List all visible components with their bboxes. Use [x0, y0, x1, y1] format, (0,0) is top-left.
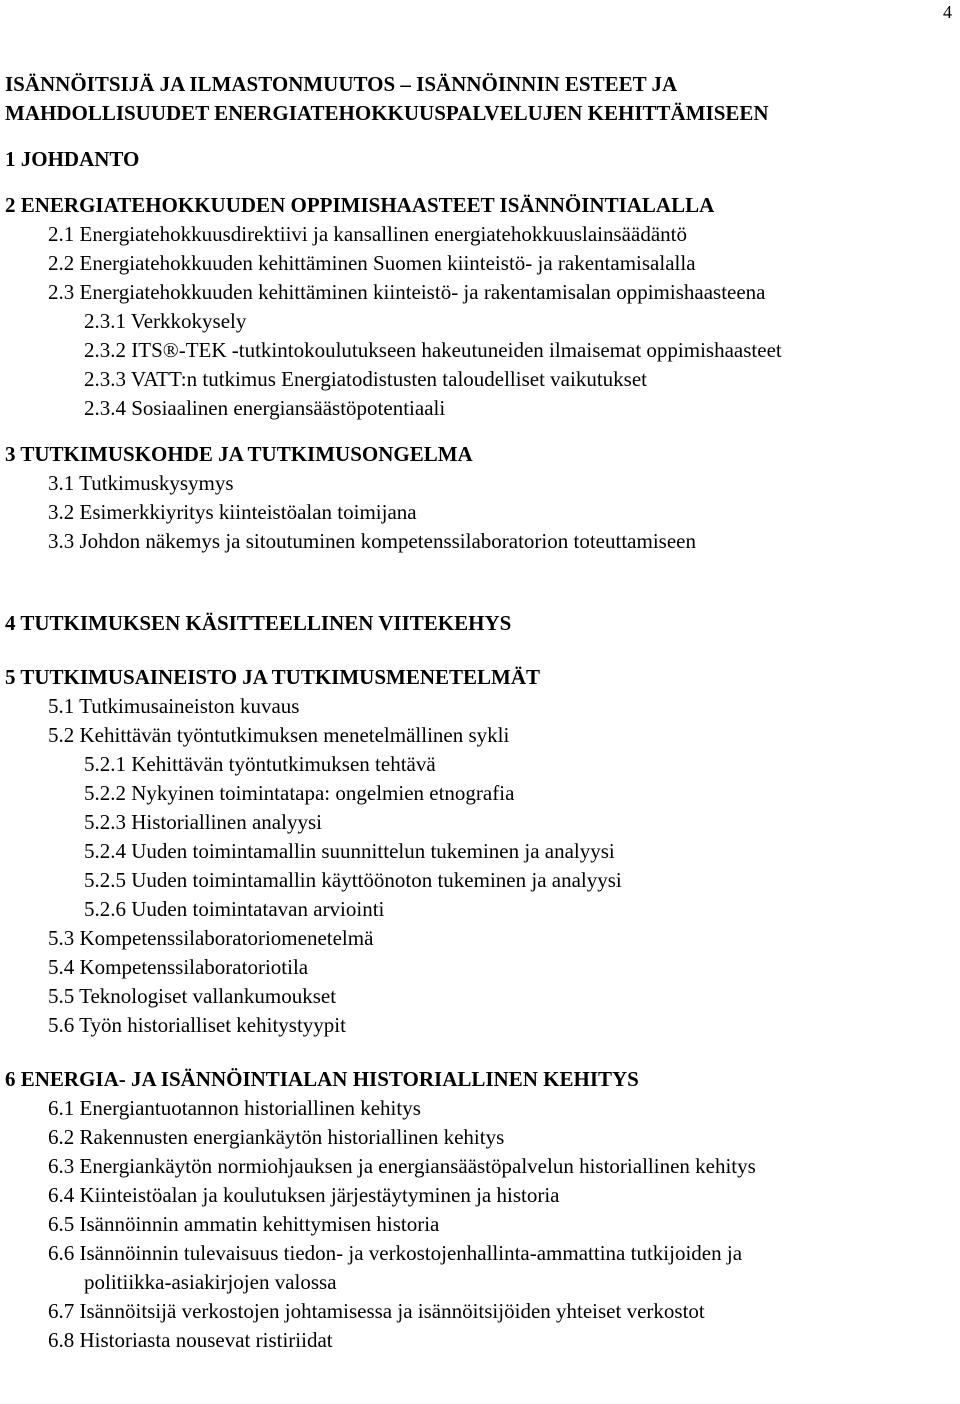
toc-heading-4: 4 TUTKIMUKSEN KÄSITTEELLINEN VIITEKEHYS	[5, 611, 512, 635]
toc-item-6-6-continued: politiikka-asiakirjojen valossa	[84, 1270, 337, 1294]
document-title-line-1: ISÄNNÖITSIJÄ JA ILMASTONMUUTOS – ISÄNNÖINNIN ESTEET JA	[5, 72, 678, 96]
toc-item-6-8: 6.8 Historiasta nousevat ristiriidat	[48, 1328, 333, 1352]
toc-heading-3: 3 TUTKIMUSKOHDE JA TUTKIMUSONGELMA	[5, 442, 473, 466]
toc-item-3-1: 3.1 Tutkimuskysymys	[48, 471, 234, 495]
toc-item-5-2-4: 5.2.4 Uuden toimintamallin suunnittelun tukeminen ja analyysi	[84, 839, 615, 863]
toc-heading-1: 1 JOHDANTO	[5, 147, 140, 171]
toc-item-3-2: 3.2 Esimerkkiyritys kiinteistöalan toimijana	[48, 500, 417, 524]
toc-item-5-2-2: 5.2.2 Nykyinen toimintatapa: ongelmien etnografia	[84, 781, 515, 805]
toc-item-6-7: 6.7 Isännöitsijä verkostojen johtamisessa ja isännöitsijöiden yhteiset verkostot	[48, 1299, 705, 1323]
toc-item-5-2-3: 5.2.3 Historiallinen analyysi	[84, 810, 322, 834]
toc-item-6-6: 6.6 Isännöinnin tulevaisuus tiedon- ja verkostojenhallinta-ammattina tutkijoiden ja	[48, 1241, 743, 1265]
toc-heading-6: 6 ENERGIA- JA ISÄNNÖINTIALAN HISTORIALLINEN KEHITYS	[5, 1067, 639, 1091]
toc-item-6-3: 6.3 Energiankäytön normiohjauksen ja energiansäästöpalvelun historiallinen kehitys	[48, 1154, 756, 1178]
toc-item-6-4: 6.4 Kiinteistöalan ja koulutuksen järjestäytyminen ja historia	[48, 1183, 560, 1207]
table-of-contents	[5, 70, 950, 1355]
toc-item-5-2-5: 5.2.5 Uuden toimintamallin käyttöönoton tukeminen ja analyysi	[84, 868, 622, 892]
toc-item-5-2-6: 5.2.6 Uuden toimintatavan arviointi	[84, 897, 385, 921]
toc-item-2-3-3: 2.3.3 VATT:n tutkimus Energiatodistusten taloudelliset vaikutukset	[84, 367, 648, 391]
toc-item-5-3: 5.3 Kompetenssilaboratoriomenetelmä	[48, 926, 374, 950]
toc-item-2-2: 2.2 Energiatehokkuuden kehittäminen Suomen kiinteistö- ja rakentamisalalla	[48, 251, 696, 275]
toc-heading-2: 2 ENERGIATEHOKKUUDEN OPPIMISHAASTEET ISÄNNÖINTIALALLA	[5, 193, 715, 217]
toc-item-2-3-1: 2.3.1 Verkkokysely	[84, 309, 247, 333]
toc-item-6-5: 6.5 Isännöinnin ammatin kehittymisen historia	[48, 1212, 440, 1236]
toc-item-2-3-4: 2.3.4 Sosiaalinen energiansäästöpotentiaali	[84, 396, 446, 420]
toc-item-6-2: 6.2 Rakennusten energiankäytön historiallinen kehitys	[48, 1125, 505, 1149]
toc-item-3-3: 3.3 Johdon näkemys ja sitoutuminen kompetenssilaboratorion toteuttamiseen	[48, 529, 696, 553]
toc-item-2-1: 2.1 Energiatehokkuusdirektiivi ja kansallinen energiatehokkuuslainsäädäntö	[48, 222, 687, 246]
toc-item-5-2: 5.2 Kehittävän työntutkimuksen menetelmällinen sykli	[48, 723, 510, 747]
toc-item-2-3: 2.3 Energiatehokkuuden kehittäminen kiinteistö- ja rakentamisalan oppimishaasteena	[48, 280, 766, 304]
toc-item-5-5: 5.5 Teknologiset vallankumoukset	[48, 984, 337, 1008]
toc-item-5-2-1: 5.2.1 Kehittävän työntutkimuksen tehtävä	[84, 752, 436, 776]
toc-item-5-1: 5.1 Tutkimusaineiston kuvaus	[48, 694, 300, 718]
toc-item-6-1: 6.1 Energiantuotannon historiallinen kehitys	[48, 1096, 421, 1120]
document-title-line-2: MAHDOLLISUUDET ENERGIATEHOKKUUSPALVELUJEN KEHITTÄMISEEN	[5, 101, 769, 125]
toc-item-2-3-2: 2.3.2 ITS®-TEK -tutkintokoulutukseen hakeutuneiden ilmaisemat oppimishaasteet	[84, 338, 782, 362]
page-number: 4	[943, 2, 952, 22]
toc-item-5-4: 5.4 Kompetenssilaboratoriotila	[48, 955, 309, 979]
toc-heading-5: 5 TUTKIMUSAINEISTO JA TUTKIMUSMENETELMÄT	[5, 665, 541, 689]
toc-item-5-6: 5.6 Työn historialliset kehitystyypit	[48, 1013, 346, 1037]
